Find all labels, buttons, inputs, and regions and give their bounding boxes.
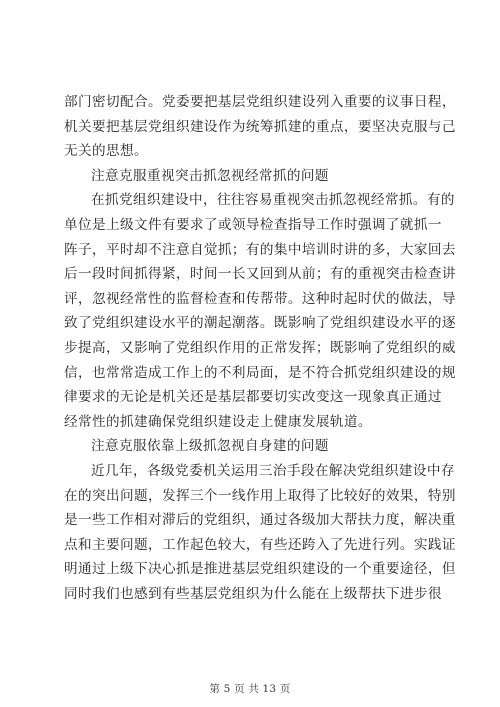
section-heading: 注意克服依靠上级抓忽视自身建的问题: [91, 438, 329, 455]
body-line: 是一些工作相对滞后的党组织，通过各级加大帮扶力度，解决重: [64, 512, 456, 529]
body-line: 后一段时间抓得紧，时间一长又回到从前；有的重视突击检查讲: [64, 266, 456, 283]
body-line: 点和主要问题，工作起色较大，有些还跨入了先进行列。实践证: [64, 536, 456, 553]
body-line: 步提高，又影响了党组织作用的正常发挥；既影响了党组织的威: [64, 339, 456, 356]
body-line: 明通过上级下决心抓是推进基层党组织建设的一个重要途径，但: [64, 561, 456, 578]
body-line: 律要求的无论是机关还是基层都要切实改变这一现象真正通过: [64, 389, 442, 406]
document-body: [64, 90, 456, 606]
paragraph-first-line: 在抓党组织建设中，往往容易重视突击抓忽视经常抓。有的: [91, 192, 455, 209]
body-line: 机关要把基层党组织建设作为统筹抓建的重点，要坚决克服与己: [64, 118, 456, 135]
body-line: 在的突出问题，发挥三个一线作用上取得了比较好的效果，特别: [64, 487, 456, 504]
paragraph-first-line: 近几年，各级党委机关运用三治手段在解决党组织建设中存: [91, 462, 455, 479]
body-line: 经常性的抓建确保党组织建设走上健康发展轨道。: [64, 413, 372, 430]
body-line: 部门密切配合。党委要把基层党组织建设列入重要的议事日程，: [64, 94, 456, 110]
body-line: 阵子，平时却不注意自觉抓；有的集中培训时讲的多，大家回去: [64, 241, 456, 258]
body-line: 致了党组织建设水平的潮起潮落。既影响了党组织建设水平的逐: [64, 315, 456, 332]
body-line: 评，忽视经常性的监督检查和传帮带。这种时起时伏的做法，导: [64, 290, 456, 307]
body-line: 信，也常常造成工作上的不利局面，是不符合抓党组织建设的规: [64, 364, 456, 381]
page-number-footer: 第 5 页 共 13 页: [209, 683, 291, 695]
section-heading: 注意克服重视突击抓忽视经常抓的问题: [91, 167, 329, 184]
body-line: 同时我们也感到有些基层党组织为什么能在上级帮扶下进步很: [64, 585, 442, 602]
body-line: 无关的思想。: [64, 143, 148, 160]
body-line: 单位是上级文件有要求了或领导检查指导工作时强调了就抓一: [64, 216, 442, 233]
